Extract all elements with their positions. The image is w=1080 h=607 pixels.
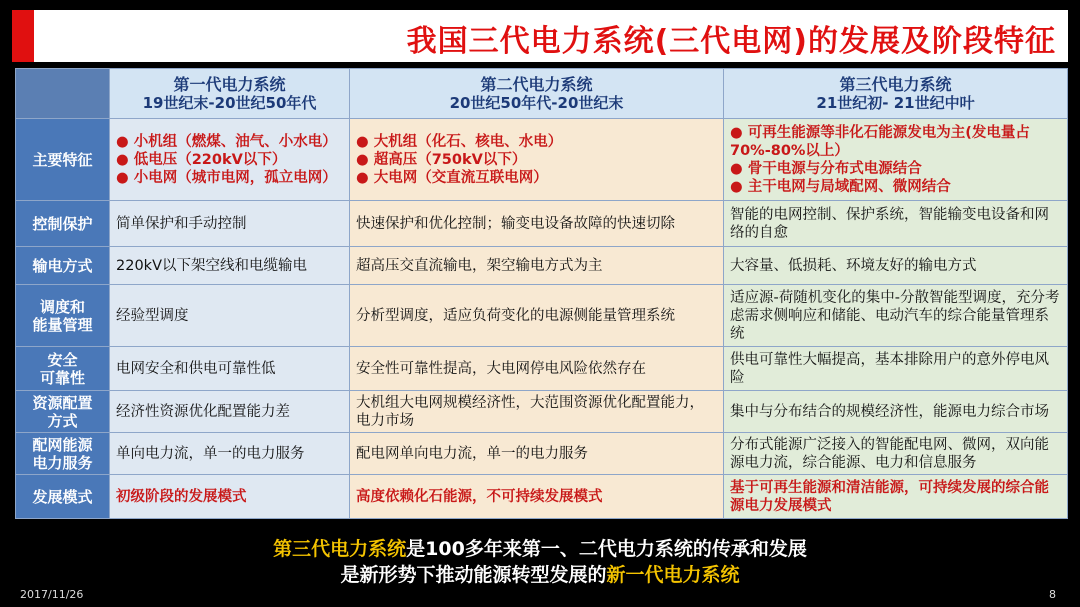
- header-gen-2: [350, 69, 724, 119]
- list-item: ● 小电网（城市电网，孤立电网）: [116, 169, 343, 187]
- row-mode-gen3: 基于可再生能源和清洁能源，可持续发展的综合能源电力发展模式: [724, 475, 1068, 519]
- row-reliability-gen2: 安全性可靠性提高，大电网停电风险依然存在: [350, 347, 724, 391]
- summary-highlight-1: 第三代电力系统: [273, 538, 407, 560]
- row-distribution-gen1: 单向电力流，单一的电力服务: [110, 433, 350, 475]
- row-mode-gen2: 高度依赖化石能源，不可持续发展模式: [350, 475, 724, 519]
- list-item: ● 可再生能源等非化石能源发电为主(发电量占70%-80%以上）: [730, 124, 1061, 160]
- list-item: ● 大机组（化石、核电、水电）: [356, 133, 717, 151]
- slide-date: 2017/11/26: [20, 588, 84, 601]
- row-features-gen2: [350, 119, 724, 201]
- row-resource-gen2: 大机组大电网规模经济性，大范围资源优化配置能力，电力市场: [350, 391, 724, 433]
- row-dispatch-label-line1: 调度和: [39, 297, 85, 316]
- comparison-table: [15, 68, 1068, 519]
- row-resource-label-line2: 方式: [47, 411, 78, 430]
- row-dispatch-gen1: 经验型调度: [110, 285, 350, 347]
- header-row: [16, 69, 1068, 119]
- row-distribution-gen2: 配电网单向电力流，单一的电力服务: [350, 433, 724, 475]
- summary-text-1: 是100多年来第一、二代电力系统的传承和发展: [406, 538, 807, 560]
- row-dispatch-gen2: 分析型调度，适应负荷变化的电源侧能量管理系统: [350, 285, 724, 347]
- row-distribution-label-line2: 电力服务: [32, 453, 93, 472]
- list-item: ● 超高压（750kV以下）: [356, 151, 717, 169]
- row-reliability-gen3: 供电可靠性大幅提高，基本排除用户的意外停电风险: [724, 347, 1068, 391]
- header-gen-3-era: 21世纪初- 21世纪中叶: [816, 93, 975, 112]
- list-item: ● 骨干电源与分布式电源结合: [730, 160, 1061, 178]
- summary-text-2: 是新形势下推动能源转型发展的: [340, 564, 607, 586]
- header-gen-3-title: 第三代电力系统: [839, 74, 952, 94]
- row-distribution-label-line1: 配网能源: [32, 435, 93, 454]
- row-control-gen3: 智能的电网控制、保护系统，智能输变电设备和网络的自愈: [724, 201, 1068, 247]
- row-control-gen1: 简单保护和手动控制: [110, 201, 350, 247]
- row-reliability: [16, 347, 1068, 391]
- header-gen-2-title: 第二代电力系统: [480, 74, 593, 94]
- row-resource-label-line1: 资源配置: [32, 393, 93, 412]
- row-transmission-label: 输电方式: [16, 247, 110, 285]
- row-control-label: 控制保护: [16, 201, 110, 247]
- row-transmission-gen2: 超高压交直流输电，架空输电方式为主: [350, 247, 724, 285]
- title-bar: [12, 10, 1068, 62]
- slide-title: 我国三代电力系统(三代电网)的发展及阶段特征: [406, 24, 1056, 59]
- row-reliability-label-line1: 安全: [47, 350, 78, 369]
- row-reliability-label: [16, 347, 110, 391]
- summary-line-1: [0, 534, 1080, 561]
- header-gen-1: [110, 69, 350, 119]
- list-item: ● 大电网（交直流互联电网）: [356, 169, 717, 187]
- row-transmission: [16, 247, 1068, 285]
- summary-line-2: [0, 560, 1080, 587]
- page-number: 8: [1049, 588, 1056, 601]
- row-dispatch-label-line2: 能量管理: [32, 315, 93, 334]
- row-resource-label: [16, 391, 110, 433]
- row-mode-label: 发展模式: [16, 475, 110, 519]
- row-reliability-label-line2: 可靠性: [39, 368, 85, 387]
- header-gen-1-title: 第一代电力系统: [173, 74, 286, 94]
- header-gen-3: [724, 69, 1068, 119]
- row-transmission-gen3: 大容量、低损耗、环境友好的输电方式: [724, 247, 1068, 285]
- row-control-gen2: 快速保护和优化控制；输变电设备故障的快速切除: [350, 201, 724, 247]
- row-mode-gen1: 初级阶段的发展模式: [110, 475, 350, 519]
- row-distribution-gen3: 分布式能源广泛接入的智能配电网、微网，双向能源电力流，综合能源、电力和信息服务: [724, 433, 1068, 475]
- row-features: [16, 119, 1068, 201]
- row-reliability-gen1: 电网安全和供电可靠性低: [110, 347, 350, 391]
- row-resource-gen1: 经济性资源优化配置能力差: [110, 391, 350, 433]
- row-features-gen1: [110, 119, 350, 201]
- list-item: ● 小机组（燃煤、油气、小水电）: [116, 133, 343, 151]
- row-resource-gen3: 集中与分布结合的规模经济性，能源电力综合市场: [724, 391, 1068, 433]
- row-distribution: [16, 433, 1068, 475]
- header-corner: [16, 69, 110, 119]
- row-dispatch: [16, 285, 1068, 347]
- row-mode: [16, 475, 1068, 519]
- list-item: ● 主干电网与局域配网、微网结合: [730, 178, 1061, 196]
- row-features-label: 主要特征: [16, 119, 110, 201]
- row-features-gen3: [724, 119, 1068, 201]
- row-control: [16, 201, 1068, 247]
- row-dispatch-label: [16, 285, 110, 347]
- row-resource: [16, 391, 1068, 433]
- row-distribution-label: [16, 433, 110, 475]
- header-gen-2-era: 20世纪50年代-20世纪末: [449, 93, 624, 112]
- summary-highlight-2: 新一代电力系统: [606, 564, 740, 586]
- list-item: ● 低电压（220kV以下）: [116, 151, 343, 169]
- row-dispatch-gen3: 适应源-荷随机变化的集中-分散智能型调度，充分考虑需求侧响应和储能、电动汽车的综合能量管理系统: [724, 285, 1068, 347]
- row-transmission-gen1: 220kV以下架空线和电缆输电: [110, 247, 350, 285]
- title-accent-band: [12, 10, 34, 62]
- header-gen-1-era: 19世纪末-20世纪50年代: [142, 93, 317, 112]
